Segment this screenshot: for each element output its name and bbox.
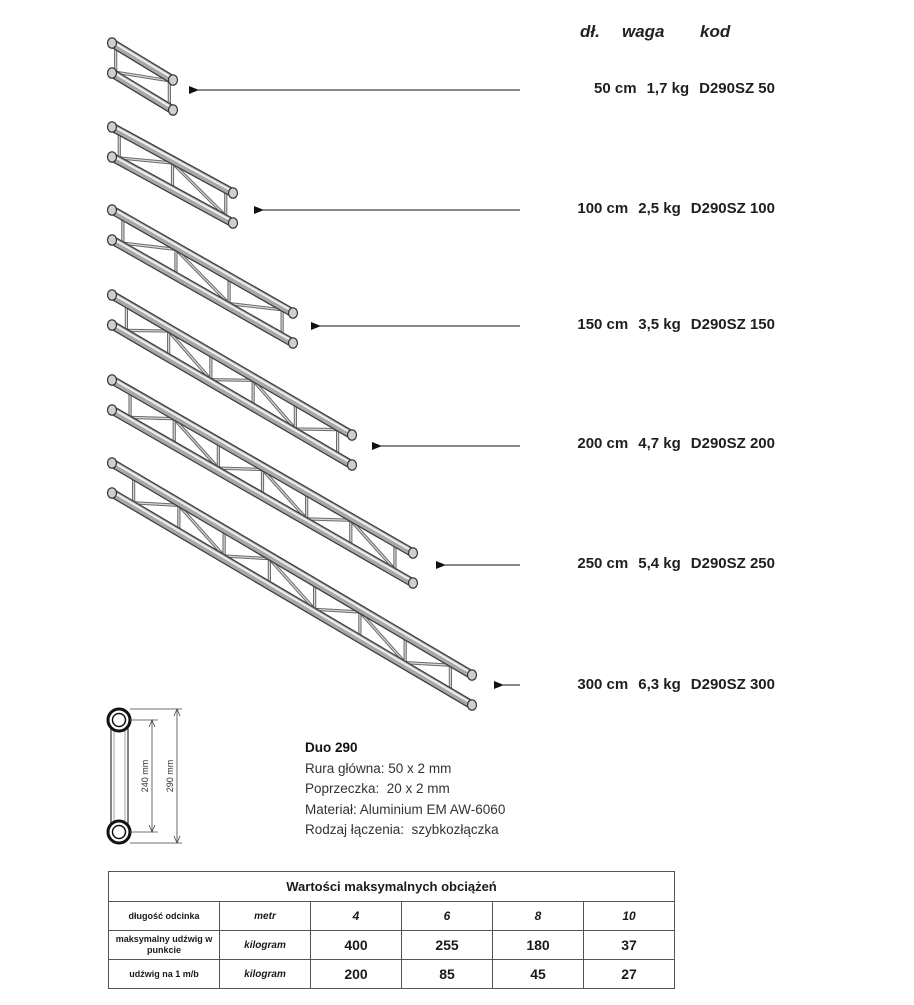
table-cell: 8 [493,902,584,931]
load-table [108,871,675,989]
item-code: D290SZ 100 [690,200,775,217]
spec-block [305,738,505,841]
item-length: 50 cm [594,80,637,97]
row-label: maksymalny udźwig w punkcie [109,931,220,960]
table-cell: 27 [584,960,675,989]
row-unit: kilogram [220,931,311,960]
item-code: D290SZ 250 [690,555,775,572]
profile-drawing [108,709,182,843]
item-length: 250 cm [577,555,629,572]
item-code: D290SZ 200 [690,435,775,452]
row-label: długość odcinka [109,902,220,931]
table-cell: 37 [584,931,675,960]
table-cell: 180 [493,931,584,960]
header-length: dł. [580,22,600,41]
item-50 [525,80,775,97]
header-code: kod [700,22,731,41]
row-unit: metr [220,902,311,931]
item-length: 300 cm [577,676,629,693]
spec-line: Poprzeczka: 20 x 2 mm [305,781,450,796]
table-cell: 4 [311,902,402,931]
row-label: udźwig na 1 m/b [109,960,220,989]
truss-segment [108,290,357,470]
truss-segment [108,205,298,348]
item-weight: 6,3 kg [638,676,681,693]
item-length: 100 cm [577,200,629,217]
table-cell: 255 [402,931,493,960]
spec-line: Rura główna: 50 x 2 mm [305,760,452,776]
truss-segment [108,122,238,228]
truss-segment [108,38,178,115]
item-weight: 2,5 kg [638,200,681,217]
spec-line: Materiał: Aluminium EM AW-6060 [305,801,506,817]
item-code: D290SZ 50 [699,80,775,97]
item-150 [525,316,775,333]
item-length: 150 cm [577,316,629,333]
header-weight: waga [622,22,665,41]
item-250 [525,555,775,572]
table-cell: 200 [311,960,402,989]
item-weight: 5,4 kg [638,555,681,572]
table-cell: 45 [493,960,584,989]
row-unit: kilogram [220,960,311,989]
load-table-caption: Wartości maksymalnych obciążeń [109,872,675,902]
table-cell: 400 [311,931,402,960]
profile-outer-dim: 290 mm [165,759,175,793]
item-weight: 4,7 kg [638,435,681,452]
item-200 [525,435,775,452]
profile-inner-dim: 240 mm [140,759,150,793]
table-cell: 6 [402,902,493,931]
item-100 [525,200,775,217]
item-code: D290SZ 150 [690,316,775,333]
item-weight: 1,7 kg [646,80,690,97]
table-cell: 10 [584,902,675,931]
item-length: 200 cm [577,435,629,452]
truss-segment [108,458,477,710]
spec-line: Rodzaj łączenia: szybkozłączka [305,822,499,837]
item-weight: 3,5 kg [638,316,681,333]
table-cell: 85 [402,960,493,989]
spec-title: Duo 290 [305,740,358,755]
item-code: D290SZ 300 [690,676,775,693]
item-300 [525,676,775,693]
